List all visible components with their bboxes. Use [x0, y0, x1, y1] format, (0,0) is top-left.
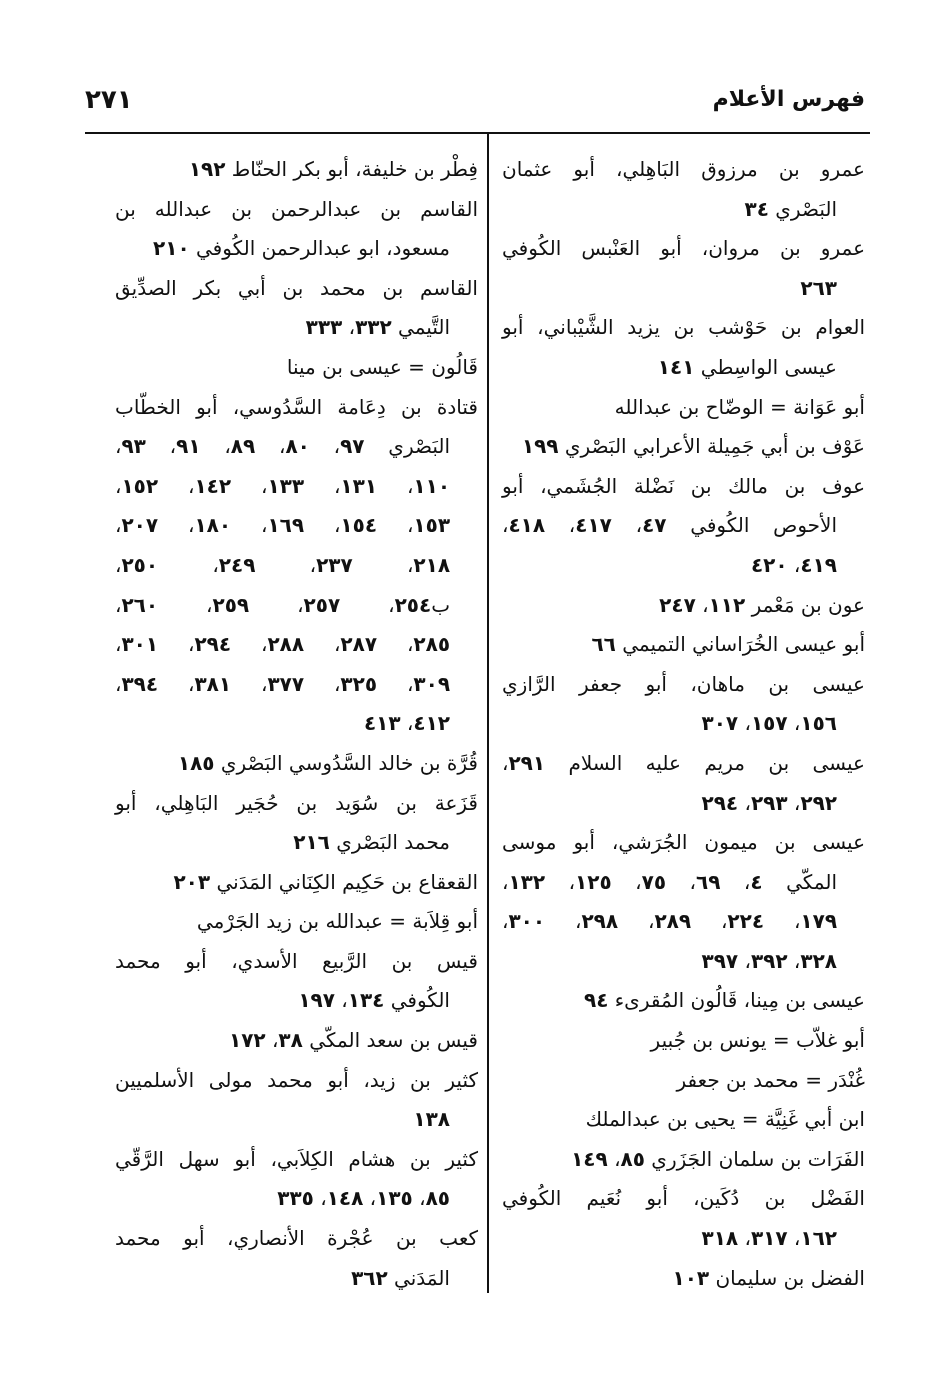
index-entry: [502, 1259, 865, 1299]
page-reference: ٨٩: [230, 434, 256, 459]
page-reference: ٣٢٨: [800, 948, 837, 973]
index-entry: [502, 388, 865, 428]
page-reference: ٣٣٣: [305, 315, 343, 340]
page-reference: ١٧٩: [800, 909, 838, 934]
entry-continuation-line: ٣٢٨، ٣٩٢، ٣٩٧: [701, 948, 837, 973]
page-reference: ٣٣٥: [277, 1186, 314, 1211]
page-reference: ٤١٣: [363, 711, 401, 736]
page-reference: ١٣٢: [508, 869, 546, 894]
entry-headword-line: كعب بن عُجْرة الأنصاري، أبو محمد: [115, 1226, 478, 1251]
index-column-left: [115, 150, 478, 1298]
page-reference: ٧٥: [641, 869, 667, 894]
entry-headword-line: ابن أبي غَنِيَّة = يحيى بن عبدالملك: [585, 1107, 865, 1132]
page-reference: ٢٣٧: [316, 552, 353, 577]
entry-headword-line: عوف بن مالك بن نَضْلة الجُشَمي، أبو: [502, 473, 865, 498]
page-reference: ١٤٨: [326, 1186, 364, 1211]
page-reference: ٨٥: [425, 1186, 450, 1211]
page-reference: ١٤٩: [571, 1146, 608, 1171]
entry-headword-line: قَالُون = عيسى بن مينا: [286, 354, 478, 379]
page-reference: ٤١٩: [800, 552, 837, 577]
page-reference: ١٩٢: [188, 157, 226, 181]
entry-headword-line: الفَرَات بن سلمان الجَزَري ٨٥، ١٤٩: [571, 1146, 865, 1171]
header-rule: [85, 132, 870, 134]
page-reference: ٣٩٢: [750, 948, 788, 973]
index-entry: [502, 981, 865, 1021]
entry-continuation-line: ١١٠، ١٣١، ١٣٣، ١٤٢، ١٥٢،: [115, 473, 451, 498]
page-reference: ٢٩٤: [194, 632, 232, 657]
page-reference: ٤١٨: [508, 513, 546, 538]
entry-headword-line: قُرَّة بن خالد السَّدُوسي البَصْري ١٨٥: [177, 750, 478, 775]
page-reference: ١٥٢: [121, 473, 159, 498]
page-reference: ١٥٧: [750, 711, 788, 736]
entry-headword-line: أبو غلاّب = يونس بن جُبير: [650, 1028, 865, 1053]
page-reference: ٢٤٧: [659, 592, 696, 617]
page-reference: ٣١٨: [701, 1226, 739, 1251]
entry-headword-line: عون بن مَعْمر ١١٢، ٢٤٧: [659, 592, 865, 617]
page-reference: ٤١٢: [413, 711, 450, 736]
page-reference: ٢٩٢: [800, 790, 837, 815]
entry-headword-line: كثير بن هشام الكِلاَبي، أبو سهل الرَّقّي: [115, 1146, 478, 1171]
entry-continuation-line: عيسى الواسِطي ١٤١: [657, 354, 837, 379]
entry-continuation-line: ٢٨٥، ٢٨٧، ٢٨٨، ٢٩٤، ٣٠١،: [115, 632, 451, 657]
index-entry: [115, 1219, 478, 1298]
page-reference: ٢٥٤: [394, 592, 432, 617]
page-reference: ٢٤٩: [218, 552, 256, 577]
page-reference: ٢٨٥: [413, 632, 451, 657]
page-reference: ٢٦٣: [800, 275, 837, 300]
page-reference: ٣٧٧: [267, 671, 305, 696]
index-entry: [115, 1140, 478, 1219]
page-reference: ١٤٢: [194, 473, 232, 498]
page-reference: ٢٥٩: [212, 592, 250, 617]
entry-headword-line: كثير بن زيد، أبو محمد مولى الأسلميين: [115, 1067, 478, 1092]
entry-continuation-line: التَّيمي ٣٣٢، ٣٣٣: [305, 315, 450, 340]
index-entry: [115, 942, 478, 1021]
entry-continuation-line: البَصْري ٩٧، ٨٠، ٨٩، ٩١، ٩٣،: [115, 434, 451, 459]
page-reference: ٩٤: [583, 988, 609, 1013]
page-reference: ٢٩١: [508, 750, 546, 775]
index-entry: [502, 823, 865, 981]
page-reference: ١١٢: [708, 592, 746, 617]
running-header-title: فهرس الأعلام: [712, 87, 865, 112]
entry-continuation-line: ٢٩٢، ٢٩٣، ٢٩٤: [701, 790, 837, 815]
page-reference: ٤: [750, 869, 763, 894]
page-reference: ٨٥: [620, 1146, 645, 1171]
page-reference: ٣٢٥: [340, 671, 378, 696]
page-reference: ١٢٥: [575, 869, 612, 894]
page-reference: ٢١٠: [153, 236, 190, 261]
page-reference: ٤١٧: [575, 513, 612, 538]
entry-continuation-line: ٨٥، ١٣٥، ١٤٨، ٣٣٥: [277, 1186, 450, 1211]
page-reference: ٨٠: [285, 434, 310, 459]
entry-headword-line: الفَضْل بن دُكَين، أبو نُعَيم الكُوفي: [502, 1186, 865, 1211]
entry-headword-line: عيسى بن ماهان، أبو جعفر الرَّازي: [502, 671, 865, 696]
entry-headword-line: القعقاع بن حَكِيم الكِنَاني المَدَني ٢٠٣: [173, 869, 478, 894]
index-entry: [115, 863, 478, 903]
entry-headword-line: عمرو بن مروان، أبو العَنْبس الكُوفي: [502, 236, 865, 261]
page-reference: ١٥٣: [413, 513, 451, 538]
page-reference: ١٧٢: [228, 1028, 266, 1053]
page-reference: ١٥٤: [340, 513, 378, 538]
page-reference: ١٣٣: [267, 473, 305, 498]
index-entry: [115, 348, 478, 388]
entry-headword-line: العوام بن حَوْشب بن يزيد الشَّيْباني، أبو: [502, 315, 865, 340]
page-reference: ١١٠: [413, 473, 451, 498]
page-reference: ٢٩٤: [701, 790, 739, 815]
page-reference: ٢٠٣: [173, 869, 211, 894]
page-reference: ١٣١: [340, 473, 378, 498]
index-entry: [502, 150, 865, 229]
page-reference: ٣٠١: [121, 632, 159, 657]
index-entry: [502, 1021, 865, 1061]
entry-continuation-line: [115, 1100, 478, 1140]
index-entry: [115, 1061, 478, 1140]
index-entry: [115, 150, 478, 190]
entry-headword-line: غُنْدَر = محمد بن جعفر: [676, 1067, 865, 1092]
index-entry: [502, 665, 865, 744]
index-entry: [502, 1140, 865, 1180]
entry-continuation-line: [502, 269, 865, 309]
index-column-right: [502, 150, 865, 1298]
entry-headword-line: قيس بن سعد المكّي ٣٨، ١٧٢: [228, 1028, 478, 1053]
index-entry: [115, 744, 478, 784]
entry-headword-line: القاسم بن عبدالرحمن بن عبدالله بن: [115, 196, 478, 221]
page-reference: ١٣٨: [413, 1107, 450, 1132]
entry-continuation-line: ١٥٦، ١٥٧، ٣٠٧: [701, 711, 837, 736]
page-reference: ٢١٦: [293, 830, 330, 855]
entry-continuation-line: ٣٠٩، ٣٢٥، ٣٧٧، ٣٨١، ٣٩٤،: [115, 671, 451, 696]
page-reference: ٤٧: [642, 513, 667, 538]
page-reference: ٢٠٧: [121, 513, 159, 538]
page-reference: ٢٢٤: [727, 909, 765, 934]
entry-headword-line: فِطْر بن خليفة، أبو بكر الحنّاط ١٩٢: [188, 157, 478, 181]
entry-continuation-line: ٤١٢، ٤١٣: [363, 711, 450, 736]
entry-headword-line: قتادة بن دِعَامة السَّدُوسي، أبو الخطّاب: [115, 394, 478, 419]
entry-headword-line: أبو عَوَانة = الوضّاح بن عبدالله: [614, 394, 865, 419]
page-reference: ٣٦٢: [351, 1265, 388, 1290]
page-reference: ١٨٥: [177, 750, 215, 775]
page-reference: ٢٩٣: [750, 790, 788, 815]
index-entry: [115, 269, 478, 348]
page-reference: ٣٠٠: [508, 909, 546, 934]
page-reference: ١٣٥: [376, 1186, 413, 1211]
page-reference: ٣٠٩: [413, 671, 451, 696]
page-reference: ٩٣: [121, 434, 146, 459]
column-divider: [487, 133, 489, 1293]
entry-headword-line: قَزَعة بن سُوَيد بن حُجَير البَاهِلي، أبو: [115, 790, 478, 815]
entry-headword-line: عَوْف بن أبي جَمِيلة الأعرابي البَصْري ١٩٩: [521, 434, 865, 459]
entry-continuation-line: ١٧٩، ٢٢٤، ٢٨٩، ٢٩٨، ٣٠٠،: [502, 909, 838, 934]
entry-continuation-line: الأحوص الكُوفي ٤٧، ٤١٧، ٤١٨،: [502, 513, 838, 538]
page-reference: ١٨٠: [194, 513, 232, 538]
index-entry: [115, 190, 478, 269]
index-entry: [502, 427, 865, 467]
entry-continuation-line: المَدَني ٣٦٢: [351, 1265, 450, 1290]
page-reference: ١٩٧: [298, 988, 335, 1013]
index-entry: [502, 229, 865, 308]
page-reference: ٣٤: [744, 196, 769, 221]
page-reference: ٢٨٨: [267, 632, 305, 657]
entry-continuation-line: ب٢٥٤، ٢٥٧، ٢٥٩، ٢٦٠،: [115, 592, 451, 617]
index-entry: [115, 1021, 478, 1061]
page-reference: ٣٨١: [194, 671, 232, 696]
index-entry: [502, 1061, 865, 1101]
page-reference: ١٤١: [657, 354, 695, 379]
page-reference: ٢٩٨: [581, 909, 619, 934]
page-reference: ١٥٦: [800, 711, 837, 736]
index-entry: [115, 388, 478, 744]
page-reference: ٦٦: [591, 632, 616, 657]
page-reference: ٣١٧: [750, 1226, 788, 1251]
page-reference: ١٦٩: [267, 513, 305, 538]
entry-continuation-line: المكّي ٤، ٦٩، ٧٥، ١٢٥، ١٣٢،: [502, 869, 838, 894]
page-reference: ١٣٤: [347, 988, 385, 1013]
page-reference: ٢١٨: [413, 552, 451, 577]
index-entry: [502, 625, 865, 665]
page-reference: ٩١: [176, 434, 201, 459]
page-reference: ٩٧: [340, 434, 365, 459]
entry-headword-line: عيسى بن مريم عليه السلام ٢٩١،: [502, 750, 865, 775]
index-entry: [502, 1100, 865, 1140]
entry-headword-line: عيسى بن ميمون الجُرَشي، أبو موسى: [502, 830, 865, 855]
entry-headword-line: أبو عيسى الخُرَاساني التميمي ٦٦: [591, 632, 865, 657]
page-reference: ٤٢٠: [750, 552, 788, 577]
entry-continuation-line: ١٥٣، ١٥٤، ١٦٩، ١٨٠، ٢٠٧،: [115, 513, 451, 538]
entry-continuation-line: الكُوفي ١٣٤، ١٩٧: [298, 988, 450, 1013]
page-reference: ١٦٢: [800, 1226, 837, 1251]
entry-continuation-line: مسعود، ابو عبدالرحمن الكُوفي ٢١٠: [153, 236, 450, 261]
entry-headword-line: أبو قِلاَبة = عبدالله بن زيد الجَرْمي: [196, 909, 478, 934]
entry-continuation-line: محمد البَصْري ٢١٦: [293, 830, 450, 855]
page-number: ٢٧١: [85, 85, 133, 115]
entry-headword-line: قيس بن الرَّبيع الأسدي، أبو محمد: [115, 948, 478, 973]
page-reference: ٣٣٢: [355, 315, 392, 340]
entry-continuation-line: البَصْري ٣٤: [744, 196, 837, 221]
page-reference: ٢٨٧: [340, 632, 378, 657]
entry-continuation-line: ٢١٨، ٢٣٧، ٢٤٩، ٢٥٠،: [115, 552, 451, 577]
page-reference: ٢٦٠: [121, 592, 159, 617]
page-reference: ٣٠٧: [701, 711, 739, 736]
index-entry: [502, 744, 865, 823]
page-reference: ١٩٩: [521, 434, 559, 459]
index-entry: [502, 1179, 865, 1258]
page-reference: ٢٥٧: [303, 592, 341, 617]
entry-headword-line: الفضل بن سليمان ١٠٣: [672, 1265, 865, 1290]
entry-headword-line: القاسم بن محمد بن أبي بكر الصدِّيق: [115, 275, 478, 300]
index-entry: [115, 902, 478, 942]
page-reference: ٣٨: [278, 1028, 303, 1053]
entry-headword-line: عمرو بن مرزوق البَاهِلي، أبو عثمان: [502, 157, 865, 181]
index-entry: [502, 467, 865, 586]
page-reference: ٢٥٠: [121, 552, 159, 577]
index-entry: [502, 308, 865, 387]
page-reference: ٦٩: [696, 869, 721, 894]
page-reference: ٣٩٤: [121, 671, 159, 696]
page-reference: ١٠٣: [672, 1265, 710, 1290]
entry-headword-line: عيسى بن مِينا، قَالُون المُقرىء ٩٤: [583, 988, 865, 1013]
entry-continuation-line: ٤١٩، ٤٢٠: [750, 552, 837, 577]
index-entry: [115, 784, 478, 863]
page-reference: ٣٩٧: [701, 948, 739, 973]
entry-continuation-line: ١٦٢، ٣١٧، ٣١٨: [701, 1226, 837, 1251]
index-entry: [502, 586, 865, 626]
page-reference: ٢٨٩: [654, 909, 692, 934]
